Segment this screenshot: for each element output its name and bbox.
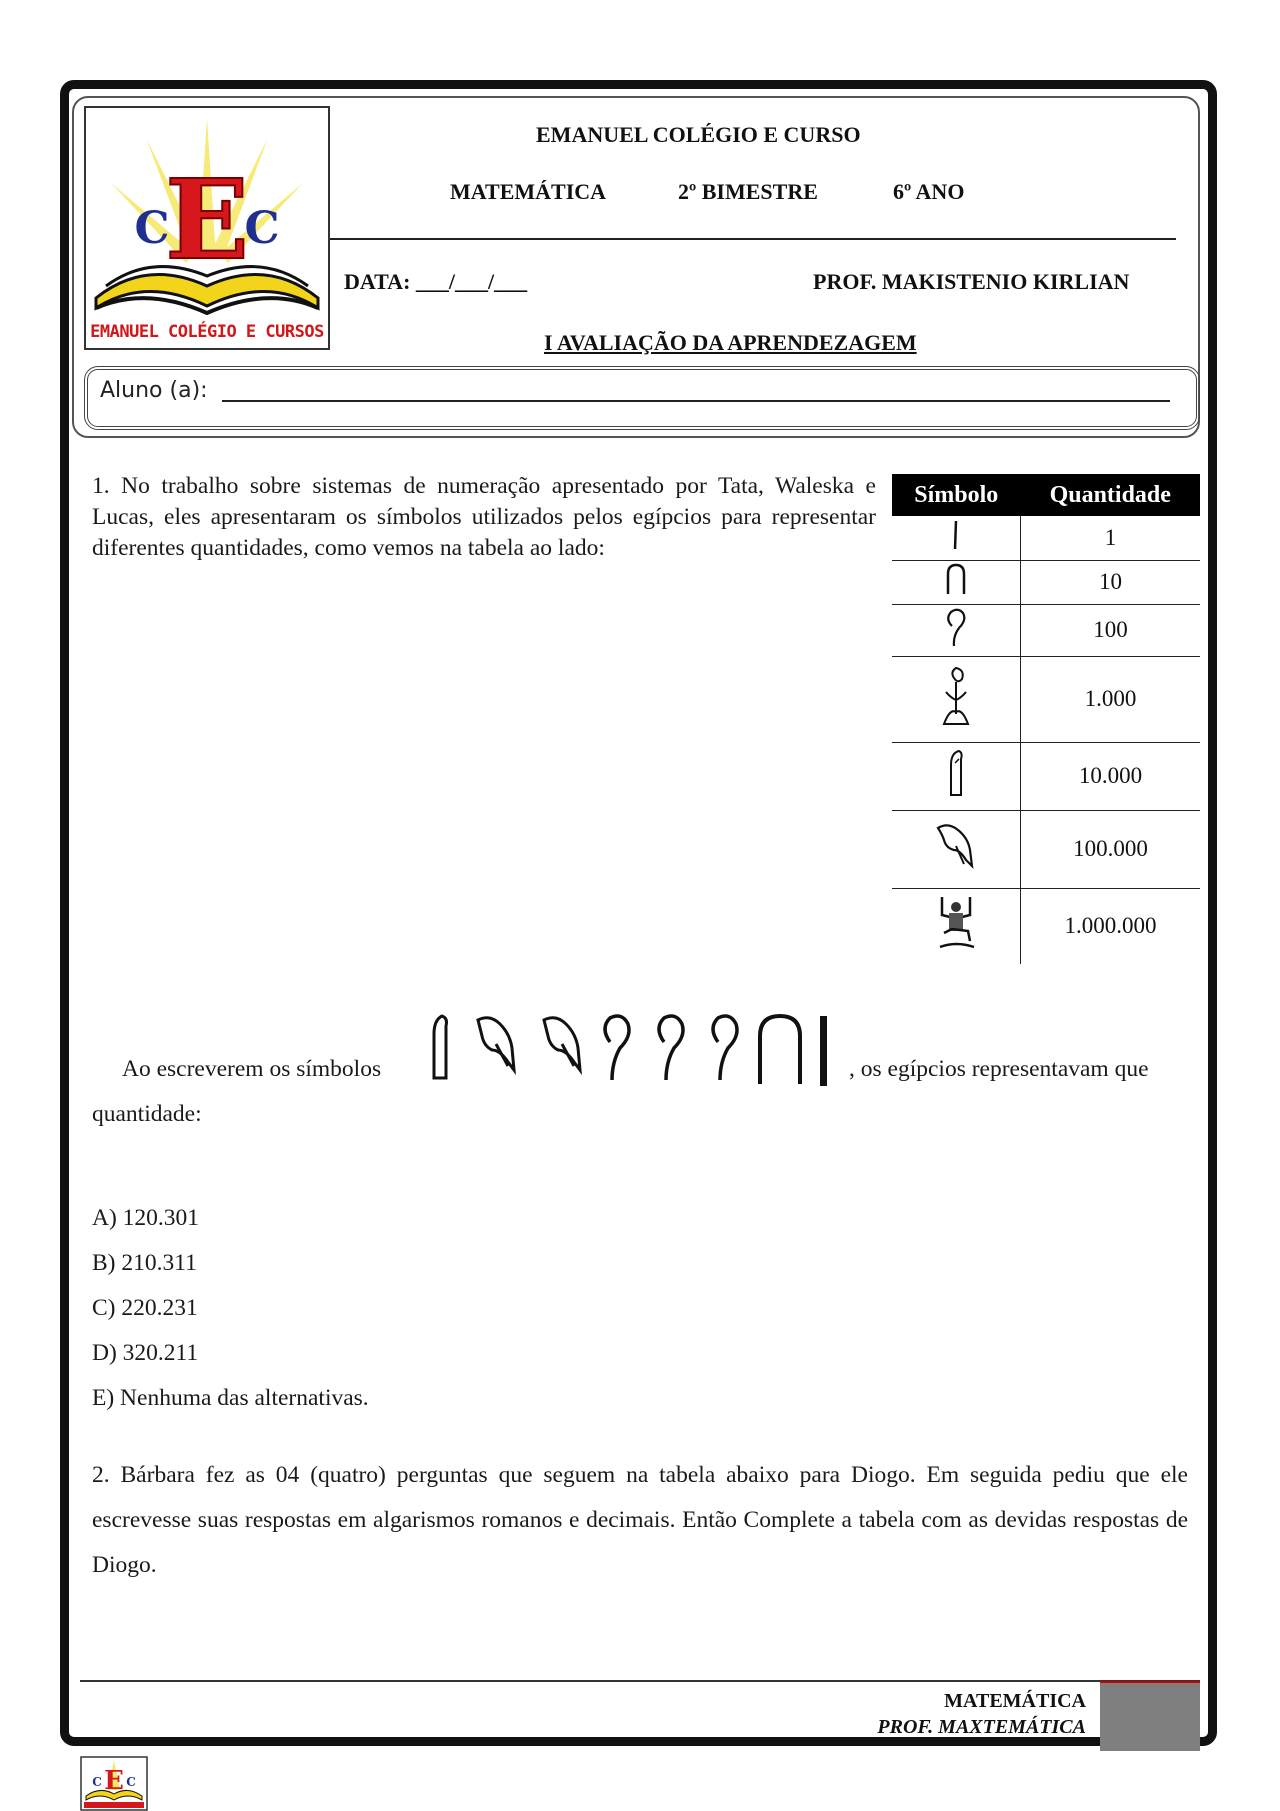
student-box (84, 366, 1200, 430)
school-name: EMANUEL COLÉGIO E CURSO (536, 122, 861, 147)
coil-rope-icon (941, 606, 971, 648)
option-d[interactable]: D) 320.211 (92, 1340, 199, 1366)
header-divider (330, 238, 1176, 240)
option-e[interactable]: E) Nenhuma das alternativas. (92, 1385, 369, 1411)
quantity-cell: 1.000.000 (1064, 913, 1157, 939)
svg-text:C: C (92, 1775, 102, 1789)
coil-rope-icon (605, 1016, 629, 1080)
footer-divider (80, 1680, 1200, 1682)
option-b[interactable]: B) 210.311 (92, 1250, 197, 1276)
subject-label: MATEMÁTICA (450, 179, 607, 204)
coil-rope-icon (713, 1016, 737, 1080)
table-row (892, 888, 1200, 964)
table-header-quantity: Quantidade (1021, 474, 1201, 516)
table-row (892, 516, 1200, 560)
question-1-text: 1. No trabalho sobre sistemas de numeração apresentado por Tata, Waleska e Lucas, eles apresentaram os símbolos utilizados pelos egípcios para representar diferentes quantidades, como vemos na tabela ao lado: (92, 473, 876, 561)
table-row (892, 810, 1200, 888)
footer-accent-box (1100, 1681, 1200, 1751)
option-c[interactable]: C) 220.231 (92, 1295, 198, 1321)
question-1-prompt-end: , os egípcios representavam que (849, 1056, 1149, 1082)
period-label: 2º BIMESTRE (678, 179, 818, 204)
teacher-name: PROF. MAKISTENIO KIRLIAN (813, 269, 1130, 294)
tadpole-icon (544, 1018, 580, 1070)
table-row (892, 560, 1200, 604)
mini-school-logo-icon (80, 1756, 148, 1811)
quantity-cell: 10.000 (1021, 742, 1201, 810)
svg-text:E: E (104, 1766, 124, 1796)
logo-caption: EMANUEL COLÉGIO E CURSOS (90, 322, 324, 342)
logo-letter-e: E (165, 155, 249, 284)
table-header-symbol: Símbolo (892, 474, 1021, 516)
lotus-flower-icon (938, 664, 974, 728)
question-1-options (92, 1196, 369, 1421)
stroke-icon (820, 1016, 827, 1086)
question-2-text: 2. Bárbara fez as 04 (quatro) perguntas que seguem na tabela abaixo para Diogo. Em seguida pediu que ele escrevesse suas respostas em algarismos romanos e decimais. Então Complete a tabela com as devidas respostas de Diogo. (92, 1462, 1188, 1578)
quantity-cell: 1.000 (1021, 656, 1201, 742)
svg-text:C: C (126, 1775, 136, 1789)
table-row (892, 656, 1200, 742)
table-row (892, 742, 1200, 810)
finger-icon (941, 747, 971, 799)
egyptian-number-sequence (428, 1008, 848, 1094)
heel-bone-icon (941, 562, 971, 596)
student-label: Aluno (a): (100, 378, 208, 403)
table-row (892, 604, 1200, 656)
quantity-cell: 100.000 (1021, 810, 1201, 888)
stroke-icon (941, 518, 971, 552)
student-name-field[interactable] (222, 400, 1170, 402)
footer-teacher: PROF. MAXTEMÁTICA (877, 1716, 1086, 1738)
grade-label: 6º ANO (893, 179, 965, 204)
book-logo-icon (86, 108, 328, 348)
footer-subject: MATEMÁTICA (944, 1690, 1086, 1712)
egyptian-symbols-table (892, 474, 1200, 964)
tadpole-icon (934, 820, 978, 872)
kneeling-man-icon (932, 893, 980, 953)
logo-letter-c-right: C (244, 203, 280, 254)
tadpole-icon (478, 1018, 514, 1070)
question-1-prompt-start: Ao escreverem os símbolos (122, 1056, 382, 1082)
heel-bone-icon (760, 1016, 800, 1084)
coil-rope-icon (659, 1016, 683, 1080)
logo-letter-c-left: C (134, 203, 170, 254)
date-field[interactable]: DATA: ___/___/___ (344, 269, 528, 294)
option-a[interactable]: A) 120.301 (92, 1205, 200, 1231)
quantity-cell: 1 (1021, 516, 1201, 560)
school-logo (84, 106, 330, 350)
quantity-cell: 100 (1021, 604, 1201, 656)
exam-title: I AVALIAÇÃO DA APRENDEZAGEM (544, 330, 917, 355)
quantity-cell: 10 (1021, 560, 1201, 604)
finger-icon (434, 1016, 447, 1078)
question-1-prompt-quantity: quantidade: (92, 1101, 202, 1127)
